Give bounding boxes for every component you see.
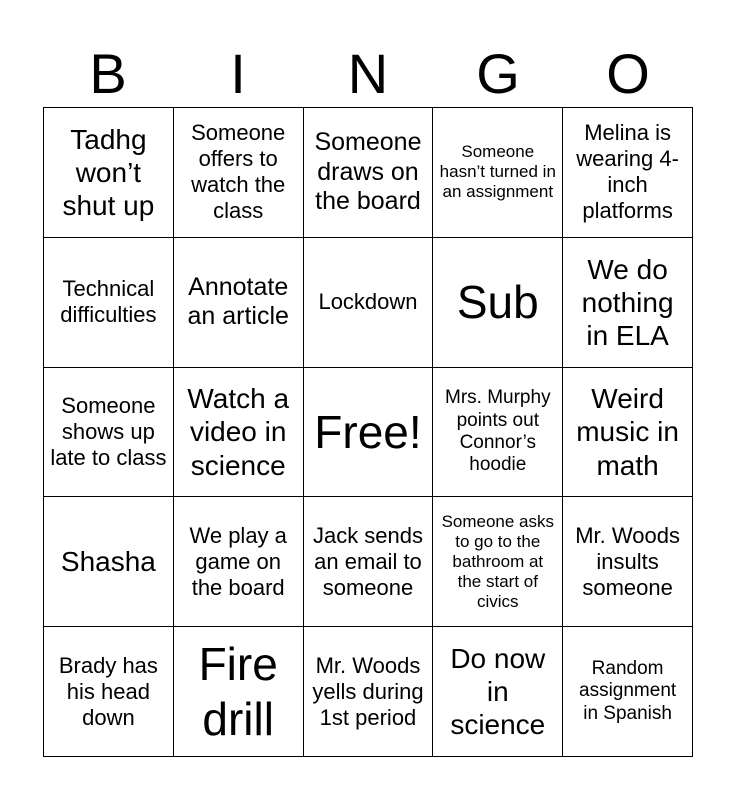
bingo-board <box>43 107 693 757</box>
cell-text: Someone offers to watch the class <box>191 120 286 224</box>
cell-text: Tadhg won’t shut up <box>62 123 155 221</box>
cell-text: Do now in science <box>450 643 546 741</box>
bingo-cell[interactable] <box>44 108 174 238</box>
bingo-cell[interactable] <box>174 368 304 498</box>
header-letter-g: G <box>476 42 520 105</box>
cell-text: Watch a video in science <box>187 383 290 481</box>
cell-text: Weird music in math <box>576 383 679 481</box>
header-letter-i: I <box>230 42 246 105</box>
bingo-cell[interactable] <box>563 108 693 238</box>
bingo-cell[interactable] <box>563 238 693 368</box>
bingo-cell[interactable] <box>304 497 434 627</box>
cell-text: Mr. Woods yells during 1st period <box>312 652 424 730</box>
cell-text: Annotate an article <box>187 272 289 331</box>
bingo-cell[interactable] <box>44 627 174 757</box>
bingo-cell[interactable] <box>433 627 563 757</box>
bingo-cell[interactable] <box>433 368 563 498</box>
cell-text: Jack sends an email to someone <box>312 522 424 600</box>
bingo-cell[interactable] <box>174 627 304 757</box>
bingo-cell[interactable] <box>304 108 434 238</box>
bingo-cell[interactable] <box>433 108 563 238</box>
cell-text: Technical difficulties <box>60 276 157 328</box>
bingo-cell[interactable] <box>304 627 434 757</box>
bingo-cell[interactable] <box>44 368 174 498</box>
free-space-text: Free! <box>314 405 422 458</box>
cell-text: Lockdown <box>318 289 418 315</box>
bingo-cell[interactable] <box>304 238 434 368</box>
cell-text: Fire drill <box>198 638 278 745</box>
header-letter-b: B <box>89 42 127 105</box>
bingo-cell[interactable] <box>174 497 304 627</box>
bingo-cell[interactable] <box>563 497 693 627</box>
header-letter-o: O <box>606 42 650 105</box>
cell-text: Someone shows up late to class <box>50 393 167 470</box>
cell-text: Random assignment in Spanish <box>579 657 677 724</box>
cell-text: Mrs. Murphy points out Connor’s hoodie <box>445 387 551 476</box>
bingo-header <box>43 40 693 108</box>
cell-text: Sub <box>456 276 539 329</box>
cell-text: We play a game on the board <box>189 522 287 600</box>
cell-text: Someone asks to go to the bathroom at the start of civics <box>441 511 555 611</box>
header-letter-n: N <box>347 42 389 105</box>
bingo-cell[interactable] <box>433 497 563 627</box>
bingo-cell[interactable] <box>174 238 304 368</box>
bingo-cell[interactable] <box>44 238 174 368</box>
cell-text: Someone hasn’t turned in an assignment <box>439 142 556 202</box>
cell-text: Mr. Woods insults someone <box>575 522 680 600</box>
cell-text: Shasha <box>60 546 156 578</box>
bingo-cell[interactable] <box>174 108 304 238</box>
cell-text: Melina is wearing 4-inch platforms <box>576 120 679 224</box>
bingo-cell[interactable] <box>433 238 563 368</box>
bingo-cell[interactable] <box>563 627 693 757</box>
cell-text: Someone draws on the board <box>314 128 422 216</box>
bingo-cell[interactable] <box>563 368 693 498</box>
cell-text: Brady has his head down <box>58 652 158 730</box>
bingo-cell[interactable] <box>44 497 174 627</box>
free-space-cell[interactable] <box>304 368 434 498</box>
cell-text: We do nothing in ELA <box>581 253 674 351</box>
